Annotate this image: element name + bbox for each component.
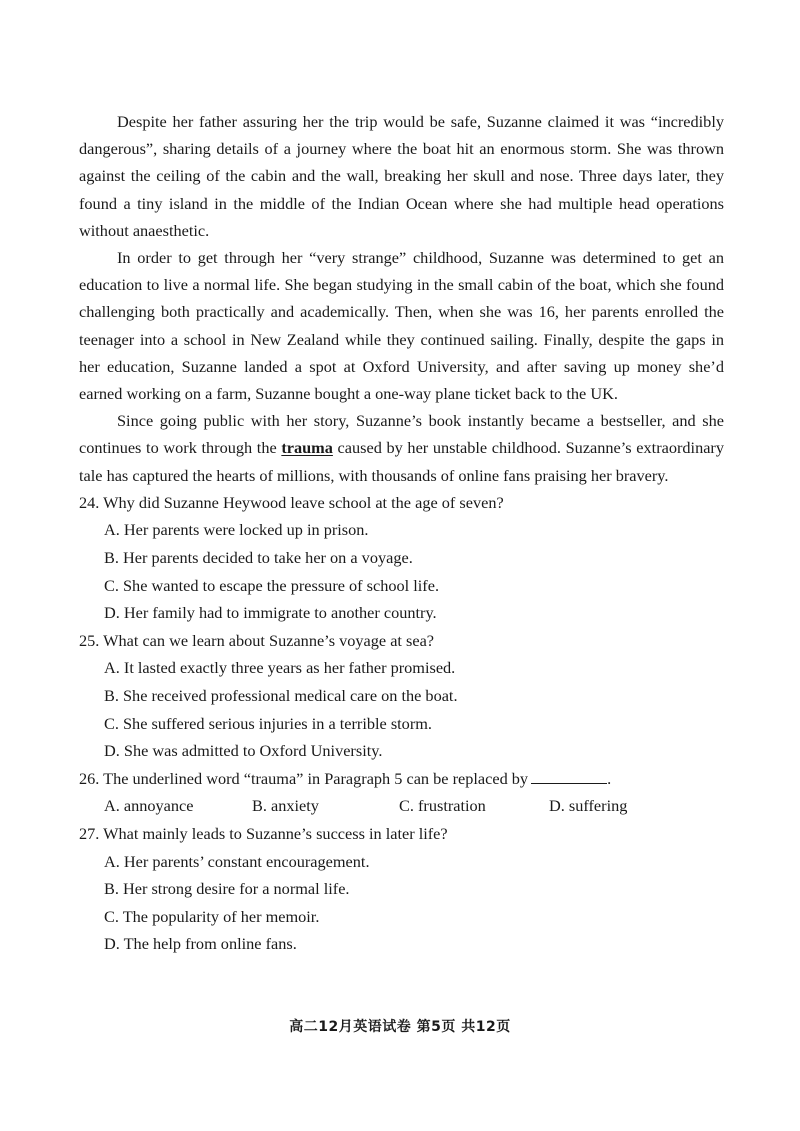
passage-paragraph-3 — [79, 407, 724, 489]
exam-page — [79, 108, 724, 958]
question-27-option-c: C. The popularity of her memoir. — [104, 906, 320, 926]
question-24-option-c: C. She wanted to escape the pressure of school life. — [104, 575, 440, 595]
question-27 — [79, 820, 724, 958]
question-24-option-d: D. Her family had to immigrate to another country. — [104, 603, 437, 623]
paragraph-3-text-before: Since going public with her story, Suzanne’s book instantly became a bestseller, and she continues to work through the — [79, 411, 724, 458]
question-27-option-d: D. The help from online fans. — [104, 934, 297, 954]
question-25-stem: 25. What can we learn about Suzanne’s voyage at sea? — [79, 630, 435, 650]
question-25-option-c: C. She suffered serious injuries in a terrible storm. — [104, 713, 432, 733]
question-25-option-b: B. She received professional medical care on the boat. — [104, 686, 458, 705]
passage-paragraph-1: Despite her father assuring her the trip would be safe, Suzanne claimed it was “incredibly dangerous”, sharing details of a journey where the boat hit an enormous storm. She was thrown against the ceiling of the cabin and the wall, breaking her skull and nose. Three days later, they found a tiny island in the middle of the Indian Ocean where she had multiple head operations without anaesthetic. — [79, 112, 724, 240]
question-26-options — [104, 792, 724, 820]
question-26-option-b: B. anxiety — [252, 796, 319, 816]
question-24-stem: 24. Why did Suzanne Heywood leave school at the age of seven? — [79, 492, 504, 512]
question-25-option-d: D. She was admitted to Oxford University. — [104, 741, 383, 761]
question-26 — [79, 765, 724, 820]
question-26-stem-text: 26. The underlined word “trauma” in Paragraph 5 can be replaced by — [79, 768, 529, 788]
question-26-option-c: C. frustration — [399, 796, 486, 816]
question-24 — [79, 489, 724, 627]
question-24-option-b: B. Her parents decided to take her on a voyage. — [104, 548, 413, 568]
page-footer: 高二12月英语试卷 第5页 共12页 — [289, 1019, 511, 1035]
question-26-stem-end: . — [607, 768, 612, 788]
question-27-option-a: A. Her parents’ constant encouragement. — [104, 851, 370, 871]
underlined-word-trauma: trauma — [281, 438, 333, 458]
answer-blank — [531, 769, 607, 784]
question-25 — [79, 627, 724, 765]
question-25-option-a: A. It lasted exactly three years as her father promised. — [104, 658, 456, 678]
question-24-option-a: A. Her parents were locked up in prison. — [104, 520, 369, 540]
paragraph-3-text-after: caused by her unstable childhood. Suzanne’s extraordinary tale has captured the hearts of millions, with thousands of online fans praising her bravery. — [79, 438, 724, 485]
question-26-stem — [79, 765, 724, 793]
question-27-option-b: B. Her strong desire for a normal life. — [104, 879, 350, 899]
passage-paragraph-2: In order to get through her “very strange” childhood, Suzanne was determined to get an education to live a normal life. She began studying in the small cabin of the boat, which she found challenging both practically and academically. Then, when she was 16, her parents enrolled the teenager into a school in New Zealand while they continued sailing. Finally, despite the gaps in her education, Suzanne landed a spot at Oxford University, and after saving up money she’d earned working on a farm, Suzanne bought a one-way plane ticket back to the UK. — [79, 248, 724, 404]
question-27-stem: 27. What mainly leads to Suzanne’s success in later life? — [79, 823, 448, 843]
question-26-option-a: A. annoyance — [104, 796, 194, 816]
question-26-option-d: D. suffering — [549, 796, 628, 816]
